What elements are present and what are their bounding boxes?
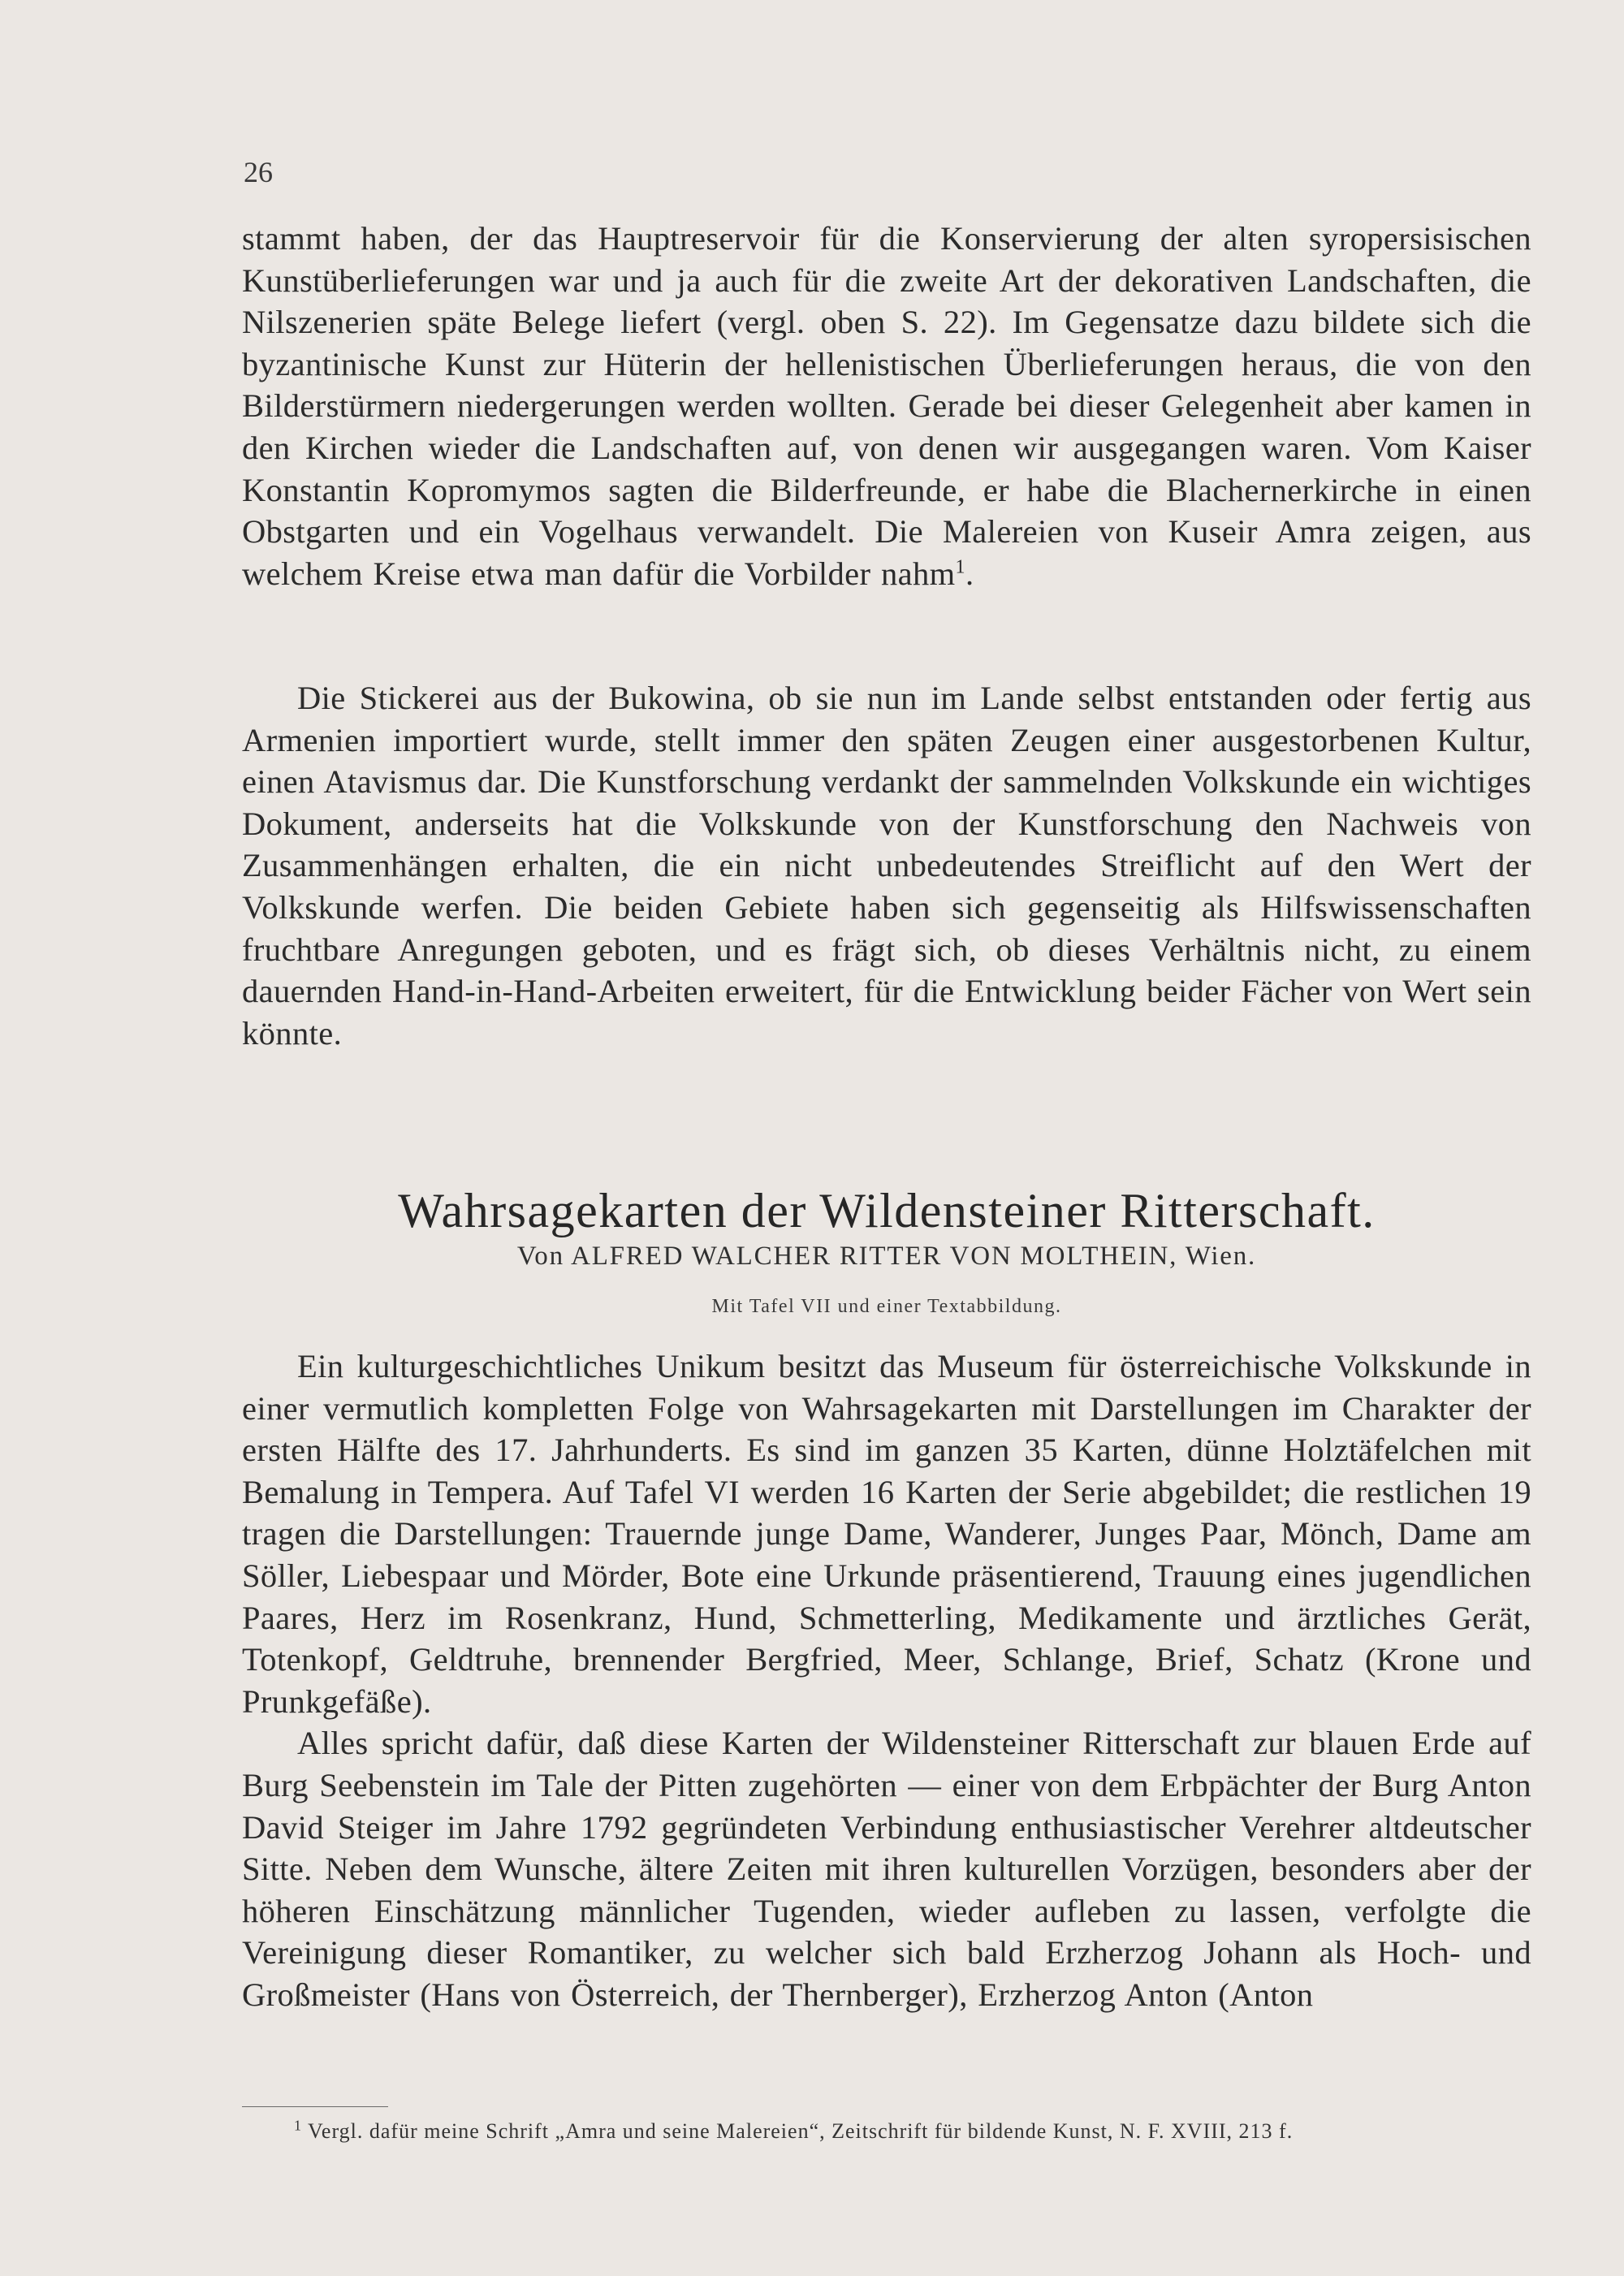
paragraph-1 — [242, 218, 1531, 594]
paragraph-2: Die Stickerei aus der Bukowina, ob sie nun im Lande selbst entstanden oder fertig aus Armenien importiert wurde, stellt immer den späten Zeugen einer ausgestorbenen Kultur, einen Atavismus dar. Die Kunstforschung verdankt der sammelnden Volkskunde ein wichtiges Dokument, anderseits hat die Volkskunde von der Kunstforschung den Nachweis von Zusammenhängen erhalten, die ein nicht unbedeutendes Streiflicht auf den Wert der Volkskunde werfen. Die beiden Gebiete haben sich gegenseitig als Hilfswissenschaften fruchtbare Anregungen geboten, und es frägt sich, ob dieses Verhältnis nicht, zu einem dauernden Hand-in-Hand-Arbeiten erweitert, für die Entwicklung beider Fächer von Wert sein könnte. — [242, 680, 1531, 1052]
article-plate-note: Mit Tafel VII und einer Textabbildung. — [711, 1296, 1062, 1317]
article-author: Von ALFRED WALCHER RITTER VON MOLTHEIN, Wien. — [516, 1242, 1257, 1271]
paragraph-3: Ein kulturgeschichtliches Unikum besitzt das Museum für österreichische Volkskunde in einer vermutlich kompletten Folge von Wahrsagekarten mit Darstellungen im Charakter der ersten Hälfte des 17. Jahrhunderts. Es sind im ganzen 35 Karten, dünne Holztäfelchen mit Bemalung in Tempera. Auf Tafel VI werden 16 Karten der Serie abgebildet; die restlichen 19 tragen die Darstellungen: Trauernde junge Dame, Wanderer, Junges Paar, Mönch, Dame am Söller, Liebespaar und Mörder, Bote eine Urkunde präsentierend, Trauung eines jugendlichen Paares, Herz im Rosenkranz, Hund, Schmetterling, Medikamente und ärztliches Gerät, Totenkopf, Geldtruhe, brennender Bergfried, Meer, Schlange, Brief, Schatz (Krone und Prunkgefäße). — [242, 1348, 1531, 1720]
page-number: 26 — [244, 156, 273, 188]
footnote-mark: 1 — [294, 2117, 302, 2134]
paragraph-block-2 — [242, 677, 1531, 1054]
footnote-reference: 1 — [955, 556, 965, 578]
article-body — [242, 1345, 1531, 2016]
paragraph-4: Alles spricht dafür, daß diese Karten der Wildensteiner Ritterschaft zur blauen Erde auf Burg Seebenstein im Tale der Pitten zugehörten — einer von dem Erbpächter der Burg Anton David Steiger im Jahre 1792 gegründeten Verbindung enthusiastischer Verehrer altdeutscher Sitte. Neben dem Wunsche, ältere Zeiten mit ihren kulturellen Vorzügen, besonders aber der höheren Einschätzung männlicher Tugenden, wieder aufleben zu lassen, verfolgte die Vereinigung dieser Romantiker, zu welcher sich bald Erzherzog Johann als Hoch- und Großmeister (Hans von Österreich, der Thernberger), Erzherzog Anton (Anton — [242, 1725, 1531, 2013]
paragraph-block-1 — [242, 218, 1531, 594]
paragraph-1-end: . — [965, 555, 974, 592]
footnote-divider — [242, 2106, 388, 2107]
paragraph-1-text: stammt haben, der das Hauptreservoir für die Konservierung der alten syropersisischen Kunstüberlieferungen war und ja auch für die zweite Art der dekorativen Landschaften, die Nilszenerien späte Belege liefert (vergl. oben S. 22). Im Gegensatze dazu bildete sich die byzantinische Kunst zur Hüterin der hellenistischen Überlieferungen heraus, die von den Bilderstürmern niedergerungen werden wollten. Gerade bei dieser Gelegenheit aber kamen in den Kirchen wieder die Landschaften auf, von denen wir ausgegangen waren. Vom Kaiser Konstantin Kopromymos sagten die Bilderfreunde, er habe die Blachernerkirche in einen Obstgarten und ein Vogelhaus verwandelt. Die Malereien von Kuseir Amra zeigen, aus welchem Kreise etwa man dafür die Vorbilder nahm — [242, 220, 1531, 592]
article-title: Wahrsagekarten der Wildensteiner Ritterschaft. — [398, 1184, 1376, 1237]
footnote — [294, 2118, 1536, 2145]
footnote-text: Vergl. dafür meine Schrift „Amra und seine Malereien“, Zeitschrift für bildende Kunst, N. F. XVIII, 213 f. — [308, 2119, 1294, 2143]
